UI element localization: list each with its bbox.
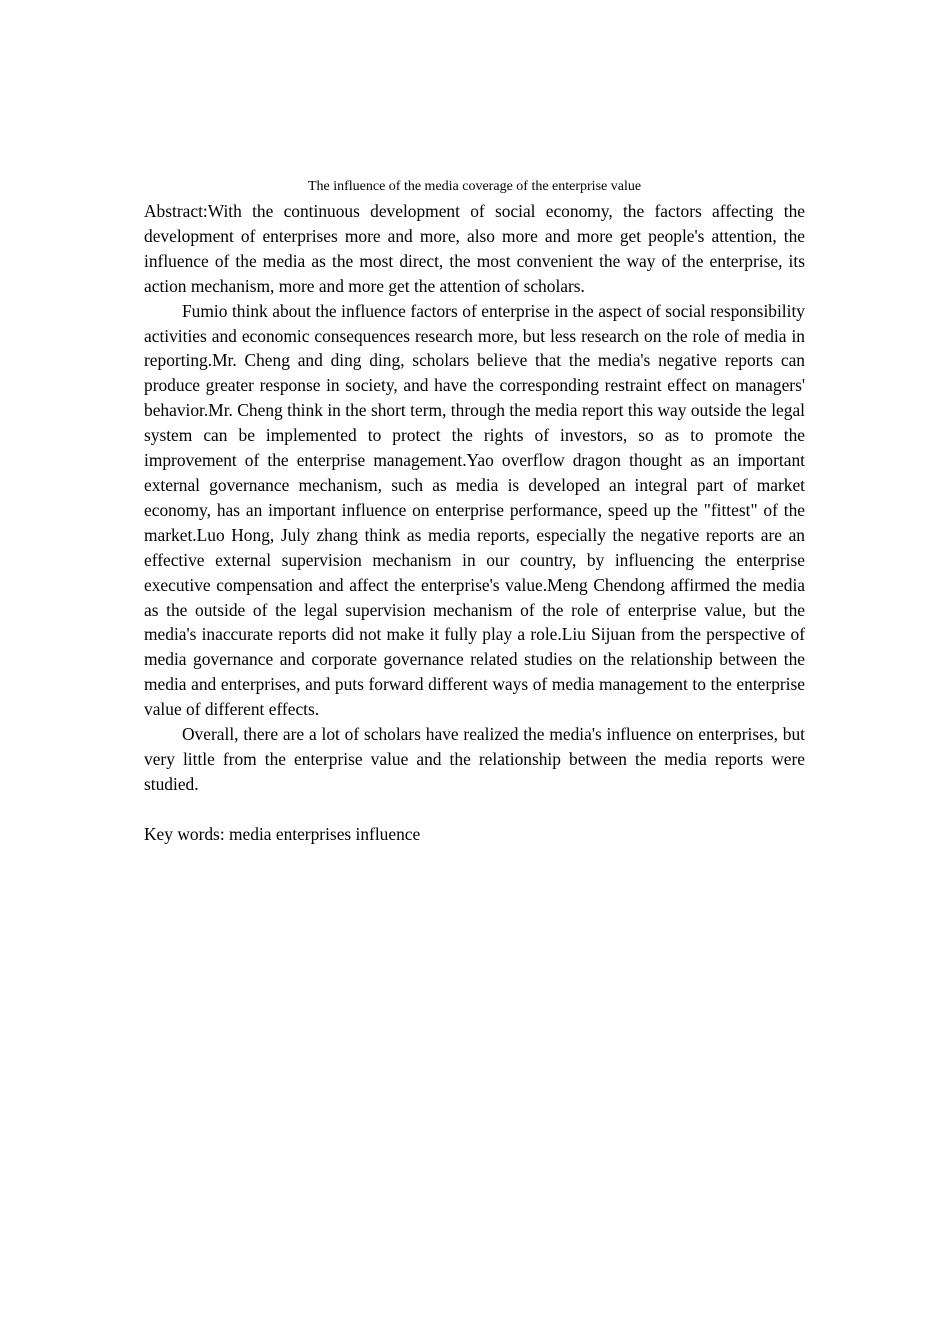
document-page bbox=[144, 177, 805, 847]
body-paragraph-2: Overall, there are a lot of scholars have realized the media's influence on enterprises, but very little from the enterprise value and the relationship between the media reports were studied. bbox=[144, 724, 805, 794]
document-title: The influence of the media coverage of the enterprise value bbox=[307, 179, 642, 194]
keywords-line: Key words: media enterprises influence bbox=[144, 823, 421, 844]
body-paragraph-1: Fumio think about the influence factors of enterprise in the aspect of social responsibility activities and economic consequences research more, but less research on the role of media in reporting.Mr. Cheng and ding ding, scholars believe that the media's negative reports can produce greater response in society, and have the corresponding restraint effect on managers' behavior.Mr. Cheng think in the short term, through the media report this way outside the legal system can be implemented to protect the rights of investors, so as to promote the improvement of the enterprise management.Yao overflow dragon thought as an important external governance mechanism, such as media is developed an integral part of market economy, has an important influence on enterprise performance, speed up the "fittest" of the market.Luo Hong, July zhang think as media reports, especially the negative reports are an effective external supervision mechanism in our country, by influencing the enterprise executive compensation and affect the enterprise's value.Meng Chendong affirmed the media as the outside of the legal supervision mechanism of the role of enterprise value, but the media's inaccurate reports did not make it fully play a role.Liu Sijuan from the perspective of media governance and corporate governance related studies on the relationship between the media and enterprises, and puts forward different ways of media management to the enterprise value of different effects. bbox=[144, 300, 805, 720]
paragraph-spacer bbox=[144, 797, 805, 822]
abstract-paragraph: Abstract:With the continuous development of social economy, the factors affecting the development of enterprises more and more, also more and more get people's attention, the influence of the media as the most direct, the most convenient the way of the enterprise, its action mechanism, more and more get the attention of scholars. bbox=[144, 201, 805, 296]
